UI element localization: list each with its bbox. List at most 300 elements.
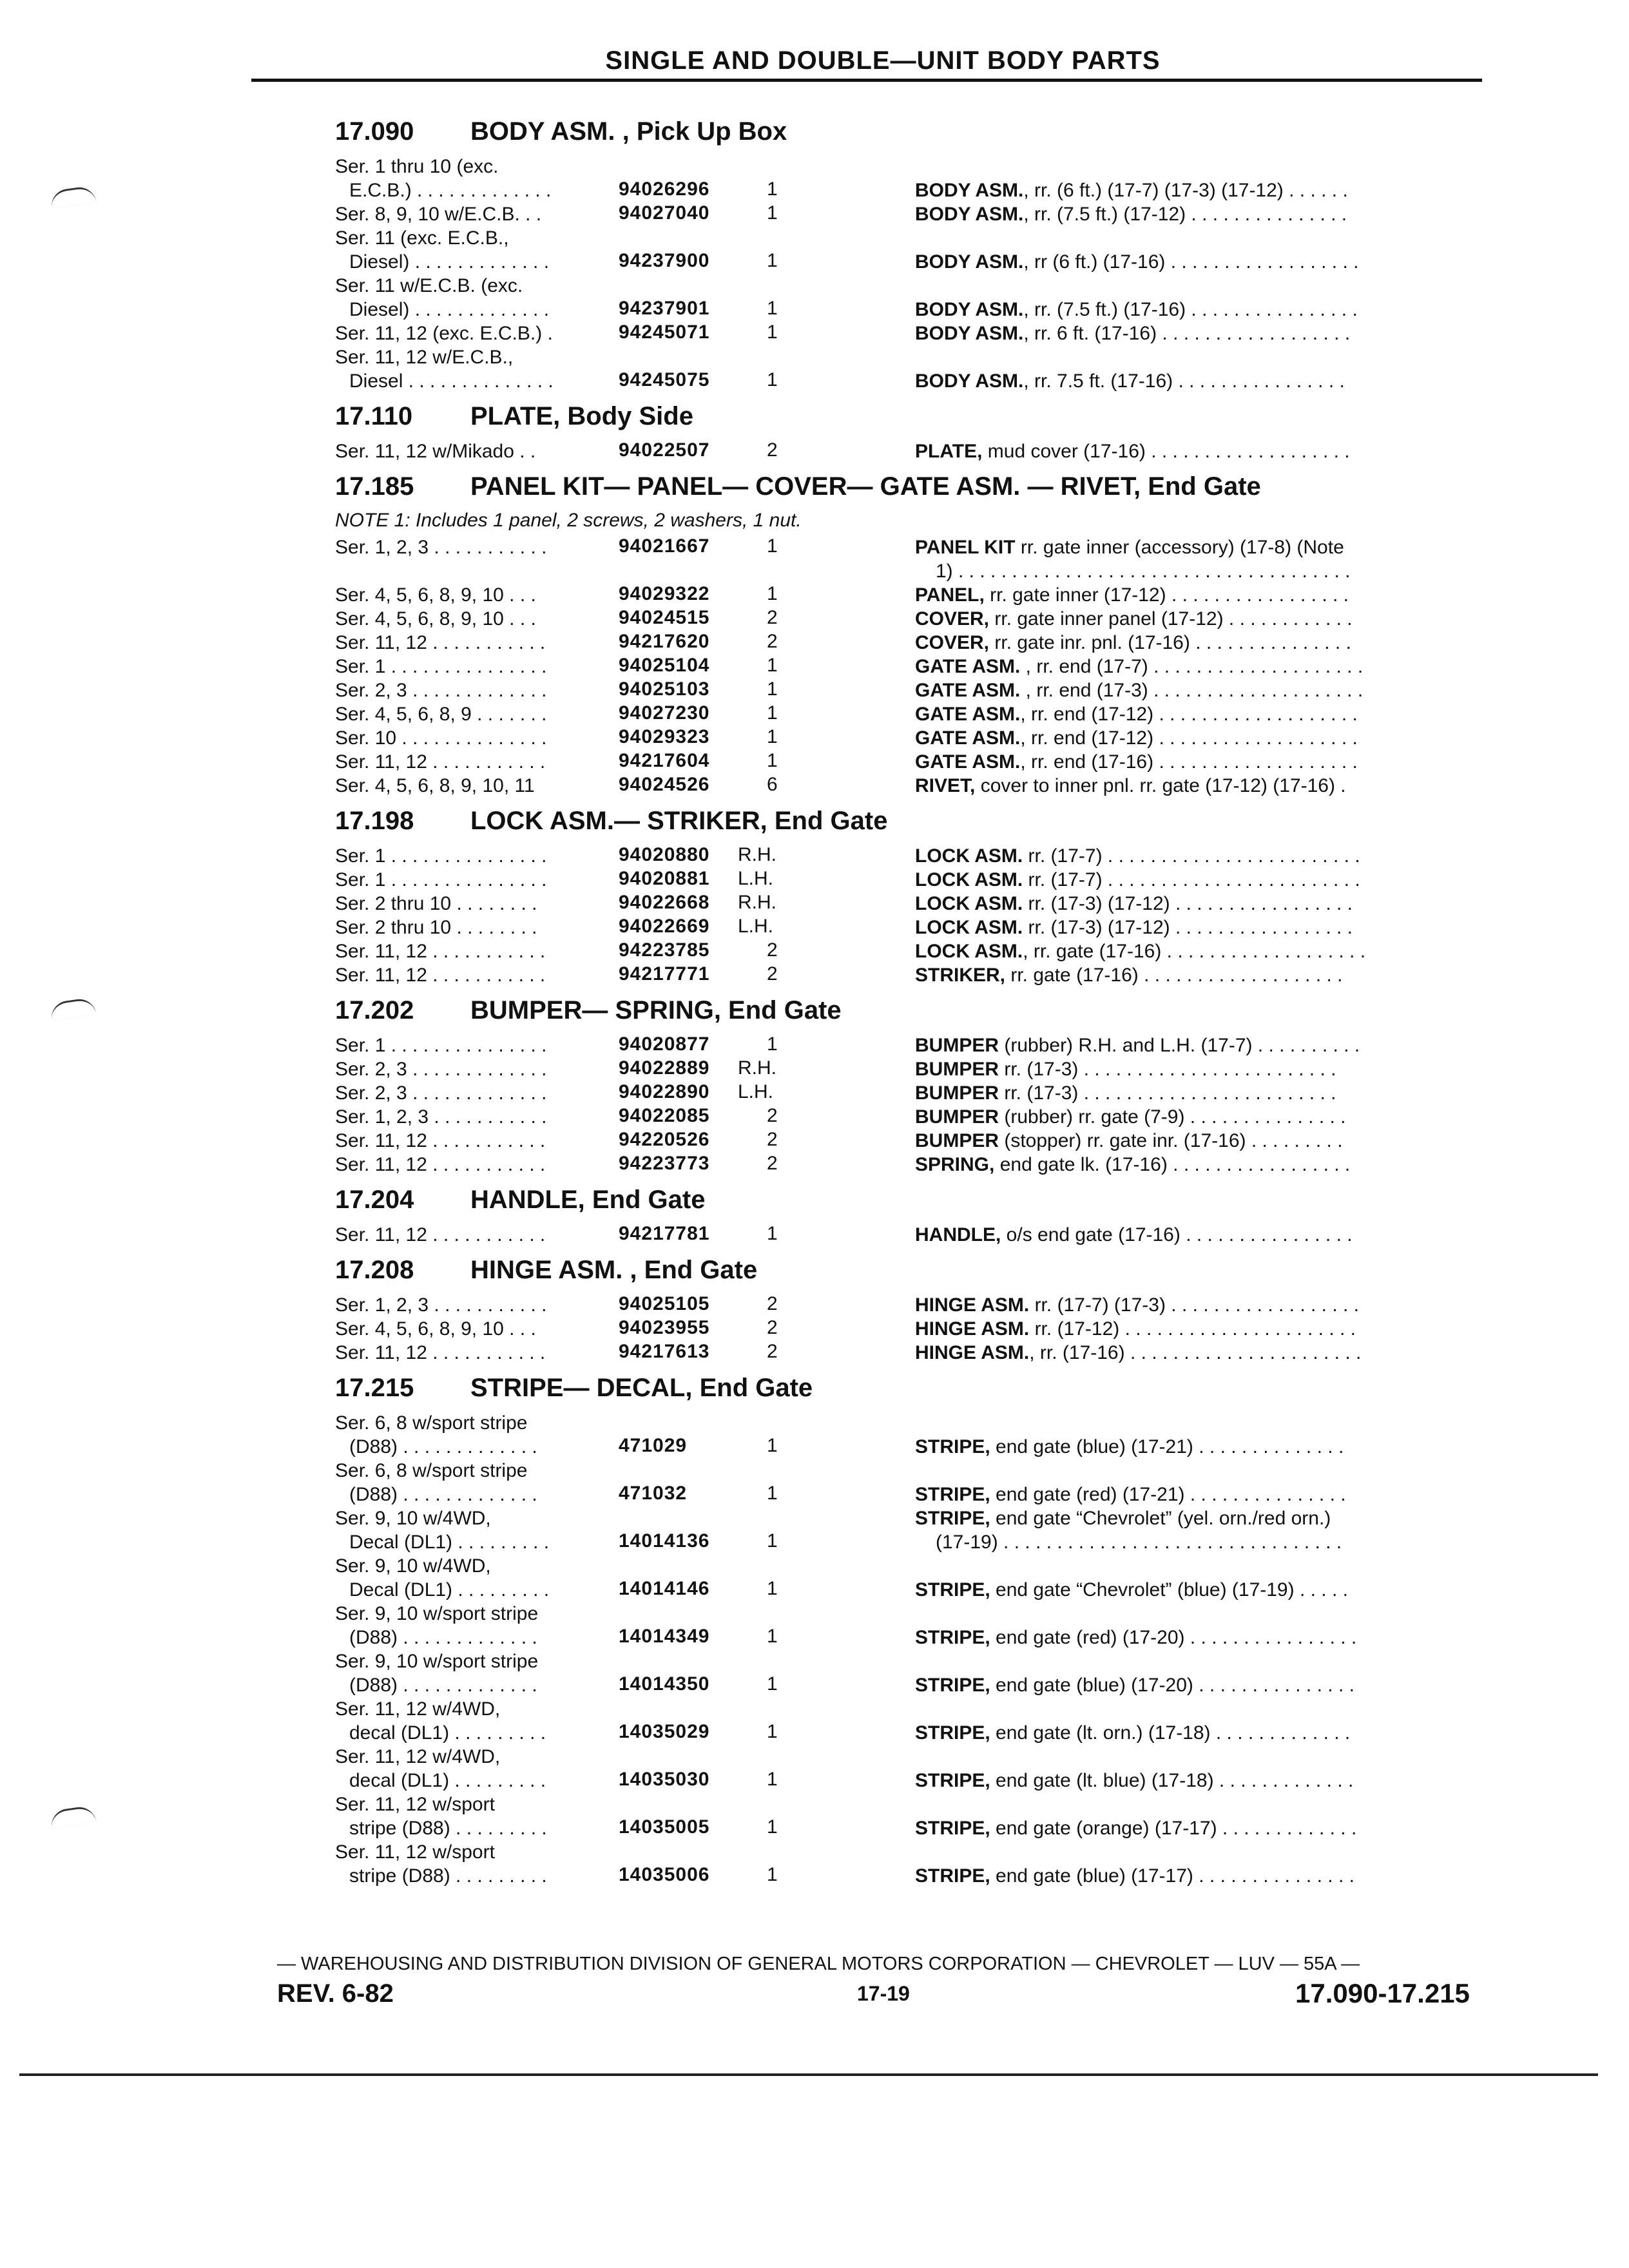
part-row [335,750,1489,774]
part-row [335,1506,1489,1554]
part-description [915,202,1347,226]
description-name: STRIPE, [915,1627,990,1648]
quantity: 2 [767,1317,778,1338]
part-description [915,868,1360,892]
part-row [335,702,1489,726]
description-detail: , rr. (7.5 ft.) (17-12) . . . . . . . . . . . . . . . [1023,204,1347,225]
description-detail: rr. (17-3) (17-12) . . . . . . . . . . . . . . . . . [1023,893,1353,914]
description-name: STRIPE, [915,1436,990,1457]
description-name: BUMPER [915,1082,999,1104]
serial-line: (D88) . . . . . . . . . . . . . [349,1436,537,1457]
part-number: 94245071 [619,322,710,343]
serial-line: Ser. 11, 12 w/sport [335,1794,495,1815]
quantity: 1 [767,702,778,724]
quantity: 1 [767,1435,778,1456]
description-name: GATE ASM. [915,680,1021,701]
part-row [335,202,1489,226]
part-number: 14035030 [619,1769,710,1790]
part-description [915,678,1363,702]
part-number: 94022507 [619,439,710,461]
part-description [915,298,1358,322]
part-row [335,535,1489,583]
serial-line: Ser. 11, 12 w/E.C.B., [335,347,514,368]
serial-application [335,439,535,463]
serial-application [335,655,546,678]
serial-application [335,939,545,963]
part-row [335,1105,1489,1129]
part-description [915,322,1350,345]
part-row [335,583,1489,607]
description-name: GATE ASM. [915,751,1021,773]
serial-application [335,607,536,631]
serial-line: Ser. 4, 5, 6, 8, 9 . . . . . . . [335,704,547,725]
serial-line: Ser. 11, 12 . . . . . . . . . . . [335,751,546,773]
section-name: BUMPER— SPRING, End Gate [470,996,842,1024]
serial-application [335,1554,549,1602]
part-number: 94020881 [619,868,710,889]
part-number: 14014146 [619,1578,710,1599]
part-row [335,1411,1489,1459]
section-heading [335,1256,757,1285]
serial-application [335,892,537,916]
serial-application [335,274,549,322]
serial-line: Ser. 4, 5, 6, 8, 9, 10 . . . [335,608,536,629]
quantity: L.H. [738,916,774,937]
quantity: 2 [767,607,778,628]
serial-line: Ser. 1 . . . . . . . . . . . . . . . [335,1035,547,1056]
part-number: 94021667 [619,535,710,557]
serial-line: Ser. 2, 3 . . . . . . . . . . . . . [335,1082,547,1104]
serial-line: Ser. 2 thru 10 . . . . . . . . [335,917,537,938]
serial-application [335,535,546,559]
footer-page-number: 17-19 [857,1982,910,2005]
serial-application [335,1223,545,1247]
part-description [915,892,1353,916]
part-row [335,322,1489,345]
serial-application [335,726,546,750]
part-row [335,1223,1489,1247]
description-name: PANEL KIT [915,537,1016,558]
section-name: STRIPE— DECAL, End Gate [470,1374,813,1402]
part-description [915,1057,1336,1081]
serial-application [335,750,545,774]
description-detail: end gate lk. (17-16) . . . . . . . . . . . . . . . . . [994,1154,1351,1175]
part-description [915,916,1353,939]
description-detail: end gate (blue) (17-20) . . . . . . . . . . . . . . . [990,1675,1354,1696]
description-name: STRIPE, [915,1770,990,1791]
serial-application [335,1697,546,1745]
part-row [335,1317,1489,1341]
part-description [915,844,1360,868]
description-name: LOCK ASM. [915,941,1023,962]
description-detail: end gate (lt. blue) (17-18) . . . . . . . . . . . . . [990,1770,1354,1791]
description-name: BODY ASM. [915,370,1024,392]
part-description [915,963,1343,987]
description-continued: 1) . . . . . . . . . . . . . . . . . . . . . . . . . . . . . . . . . . . . . [936,561,1351,582]
part-number: 94020877 [619,1033,710,1055]
serial-line: (D88) . . . . . . . . . . . . . [349,1675,537,1696]
quantity: 2 [767,1293,778,1314]
description-name: BUMPER [915,1130,999,1151]
part-description [915,1506,1342,1554]
description-detail: end gate (blue) (17-17) . . . . . . . . . . . . . . . [990,1865,1354,1887]
section-number: 17.215 [335,1374,414,1402]
section-heading [335,402,693,431]
description-detail: end gate “Chevrolet” (yel. orn./red orn.) [990,1508,1331,1529]
serial-line: Ser. 2, 3 . . . . . . . . . . . . . [335,1059,547,1080]
serial-application [335,844,546,868]
part-description [915,1435,1344,1459]
serial-line: Ser. 11, 12 . . . . . . . . . . . [335,1154,546,1175]
serial-line: Ser. 9, 10 w/sport stripe [335,1651,539,1672]
quantity: 2 [767,439,778,461]
quantity: L.H. [738,868,774,889]
serial-application [335,322,553,345]
part-row [335,631,1489,655]
part-description [915,607,1353,631]
description-continued: (17-19) . . . . . . . . . . . . . . . . . . . . . . . . . . . . . . . . [936,1532,1342,1553]
part-description [915,1223,1353,1247]
part-number: 14035029 [619,1721,710,1742]
part-row [335,1459,1489,1506]
part-row [335,1033,1489,1057]
description-detail: rr. (17-3) . . . . . . . . . . . . . . . . . . . . . . . . [999,1082,1336,1104]
bottom-rule [19,2073,1598,2076]
section-heading [335,1374,813,1403]
description-name: BUMPER [915,1035,999,1056]
serial-application [335,916,537,939]
description-detail: , rr (6 ft.) (17-16) . . . . . . . . . . . . . . . . . . [1023,251,1359,273]
serial-line: Ser. 11, 12 . . . . . . . . . . . [335,632,546,653]
quantity: 2 [767,939,778,961]
serial-application [335,1459,537,1506]
section-heading [335,117,787,146]
part-description [915,1721,1350,1745]
serial-line: Ser. 1, 2, 3 . . . . . . . . . . . [335,1106,547,1128]
part-description [915,250,1358,274]
serial-line: Diesel . . . . . . . . . . . . . . [349,370,554,392]
description-name: LOCK ASM. [915,917,1023,938]
part-row [335,1745,1489,1792]
serial-application [335,1792,547,1840]
title-rule [251,79,1482,82]
description-name: STRIPE, [915,1675,990,1696]
description-name: HANDLE, [915,1224,1001,1245]
part-description [915,1864,1354,1888]
serial-application [335,1506,549,1554]
serial-line: Decal (DL1) . . . . . . . . . [349,1579,550,1600]
part-row [335,868,1489,892]
part-number: 94217620 [619,631,710,652]
description-detail: (rubber) R.H. and L.H. (17-7) . . . . . . . . . . [999,1035,1360,1056]
serial-application [335,345,554,393]
description-detail: end gate (lt. orn.) (17-18) . . . . . . . . . . . . . [990,1722,1351,1744]
part-number: 94022889 [619,1057,710,1079]
part-description [915,1293,1359,1317]
serial-line: Ser. 1, 2, 3 . . . . . . . . . . . [335,1294,547,1316]
quantity: 1 [767,1223,778,1244]
description-detail: , rr. end (17-7) . . . . . . . . . . . . . . . . . . . . [1020,656,1364,677]
description-name: BODY ASM. [915,204,1024,225]
serial-line: Ser. 8, 9, 10 w/E.C.B. . . [335,204,542,225]
description-name: GATE ASM. [915,727,1021,749]
part-number: 94022085 [619,1105,710,1126]
description-name: SPRING, [915,1154,995,1175]
quantity: 1 [767,178,778,200]
part-number: 94223785 [619,939,710,961]
section-number: 17.110 [335,402,413,430]
quantity: 1 [767,1769,778,1790]
quantity: 1 [767,726,778,747]
description-detail: mud cover (17-16) . . . . . . . . . . . . . . . . . . . [982,441,1350,462]
quantity: 1 [767,678,778,700]
description-name: COVER, [915,632,990,653]
serial-line: decal (DL1) . . . . . . . . . [349,1722,546,1744]
quantity: 1 [767,1483,778,1504]
quantity: 2 [767,1129,778,1150]
part-number: 94029323 [619,726,710,747]
part-number: 94025104 [619,655,710,676]
quantity: 2 [767,631,778,652]
part-number: 94217781 [619,1223,710,1244]
part-description [915,1578,1348,1602]
serial-application [335,1411,537,1459]
part-description [915,631,1351,655]
quantity: 1 [767,322,778,343]
serial-line: Ser. 11, 12 . . . . . . . . . . . [335,941,546,962]
part-number: 94245075 [619,369,710,390]
part-row [335,1602,1489,1649]
part-number: 94020880 [619,844,710,865]
serial-line: Ser. 11 w/E.C.B. (exc. [335,275,523,296]
serial-line: decal (DL1) . . . . . . . . . [349,1770,546,1791]
part-number: 94220526 [619,1129,710,1150]
serial-line: Ser. 9, 10 w/sport stripe [335,1603,539,1624]
serial-line: Ser. 9, 10 w/4WD, [335,1508,491,1529]
description-name: GATE ASM. [915,656,1021,677]
description-name: HINGE ASM. [915,1294,1030,1316]
description-detail: , rr. end (17-3) . . . . . . . . . . . . . . . . . . . . [1020,680,1364,701]
description-name: STRIPE, [915,1579,990,1600]
part-description [915,178,1348,202]
description-name: HINGE ASM. [915,1342,1030,1363]
section-name: HINGE ASM. , End Gate [470,1256,758,1284]
serial-line: Ser. 11, 12 w/sport [335,1841,495,1863]
description-name: RIVET, [915,775,976,796]
serial-line: Ser. 9, 10 w/4WD, [335,1555,491,1577]
description-detail: rr. gate inner panel (17-12) . . . . . . . . . . . . [989,608,1353,629]
quantity: 1 [767,535,778,557]
part-description [915,1673,1354,1697]
description-detail: , rr. 6 ft. (17-16) . . . . . . . . . . . . . . . . . . [1023,323,1351,344]
part-number: 94027230 [619,702,710,724]
quantity: 2 [767,1153,778,1174]
quantity: 2 [767,1341,778,1362]
description-name: LOCK ASM. [915,845,1023,867]
part-row [335,892,1489,916]
part-number: 94022668 [619,892,710,913]
description-detail: end gate (orange) (17-17) . . . . . . . . . . . . . [990,1818,1357,1839]
part-number: 94024515 [619,607,710,628]
part-number: 94027040 [619,202,710,224]
serial-line: Ser. 4, 5, 6, 8, 9, 10 . . . [335,584,536,606]
quantity: 1 [767,1864,778,1885]
part-row [335,274,1489,322]
section-name: LOCK ASM.— STRIKER, End Gate [470,807,888,835]
part-row [335,1341,1489,1365]
description-name: BODY ASM. [915,323,1024,344]
quantity: 1 [767,369,778,390]
serial-application [335,631,545,655]
serial-application [335,1129,545,1153]
description-name: STRIPE, [915,1865,990,1887]
description-detail: rr. gate inner (accessory) (17-8) (Note [1015,537,1344,558]
description-detail: o/s end gate (17-16) . . . . . . . . . . . . . . . . [1001,1224,1353,1245]
serial-line: Ser. 11, 12 w/4WD, [335,1698,501,1720]
part-description [915,655,1363,678]
quantity: 1 [767,298,778,319]
part-row [335,1792,1489,1840]
footer-revision: REV. 6-82 [277,1979,394,2008]
serial-line: Ser. 11, 12 w/Mikado . . [335,441,536,462]
serial-line: stripe (D88) . . . . . . . . . [349,1865,547,1887]
description-name: STRIKER, [915,965,1006,986]
quantity: 1 [767,583,778,604]
quantity: 1 [767,1033,778,1055]
description-name: PLATE, [915,441,983,462]
description-detail: , rr. end (17-16) . . . . . . . . . . . . . . . . . . . [1020,751,1358,773]
part-row [335,1293,1489,1317]
serial-line: E.C.B.) . . . . . . . . . . . . . [349,180,552,201]
section-name: BODY ASM. , Pick Up Box [470,117,787,146]
part-number: 94022669 [619,916,710,937]
part-description [915,439,1350,463]
description-detail: , rr. gate (17-16) . . . . . . . . . . . . . . . . . . . [1023,941,1366,962]
description-name: BUMPER [915,1059,999,1080]
serial-application [335,1033,546,1057]
description-name: GATE ASM. [915,704,1021,725]
description-detail: cover to inner pnl. rr. gate (17-12) (17-16) . [975,775,1346,796]
section-number: 17.202 [335,996,414,1024]
description-name: STRIPE, [915,1818,990,1839]
serial-application [335,1105,546,1129]
part-row [335,678,1489,702]
description-name: HINGE ASM. [915,1318,1030,1340]
part-number: 94023955 [619,1317,710,1338]
serial-line: Ser. 6, 8 w/sport stripe [335,1460,528,1481]
description-detail: , rr. end (17-12) . . . . . . . . . . . . . . . . . . . [1020,727,1358,749]
description-name: BODY ASM. [915,251,1024,273]
description-name: STRIPE, [915,1484,990,1505]
serial-application [335,1153,545,1177]
part-description [915,750,1358,774]
quantity: L.H. [738,1081,774,1102]
serial-application [335,1293,546,1317]
section-heading [335,472,1261,501]
section-heading [335,996,842,1025]
part-number: 94025105 [619,1293,710,1314]
section-note: NOTE 1: Includes 1 panel, 2 screws, 2 washers, 1 nut. [335,510,802,531]
serial-application [335,678,546,702]
description-name: COVER, [915,608,990,629]
quantity: 2 [767,963,778,985]
serial-application [335,868,546,892]
part-row [335,774,1489,798]
serial-application [335,1341,545,1365]
serial-line: Diesel) . . . . . . . . . . . . . [349,251,550,273]
part-number: 94237901 [619,298,710,319]
serial-line: Ser. 11, 12 w/4WD, [335,1746,501,1767]
section-heading [335,807,887,836]
serial-line: (D88) . . . . . . . . . . . . . [349,1484,537,1505]
part-row [335,1840,1489,1888]
description-detail: rr. (17-7) . . . . . . . . . . . . . . . . . . . . . . . . [1023,869,1360,890]
serial-line: Ser. 6, 8 w/sport stripe [335,1412,528,1434]
description-name: LOCK ASM. [915,893,1023,914]
part-number: 14014349 [619,1626,710,1647]
part-number: 14014136 [619,1530,710,1552]
part-row [335,155,1489,202]
description-name: BUMPER [915,1106,999,1128]
quantity: 1 [767,750,778,771]
part-number: 94025103 [619,678,710,700]
description-detail: rr. gate inr. pnl. (17-16) . . . . . . . . . . . . . . . [989,632,1351,653]
part-row [335,1153,1489,1177]
section-name: PLATE, Body Side [470,402,693,430]
section-number: 17.204 [335,1186,414,1214]
part-row [335,844,1489,868]
part-number: 14035006 [619,1864,710,1885]
serial-line: Ser. 11, 12 . . . . . . . . . . . [335,1342,546,1363]
serial-line: Ser. 4, 5, 6, 8, 9, 10, 11 [335,775,535,796]
serial-application [335,155,551,202]
quantity: 1 [767,1626,778,1647]
serial-line: Ser. 1 thru 10 (exc. [335,156,499,177]
section-heading [335,1186,705,1215]
part-number: 471029 [619,1435,688,1456]
quantity: 1 [767,1721,778,1742]
section-name: HANDLE, End Gate [470,1186,706,1214]
serial-line: Ser. 11, 12 (exc. E.C.B.) . [335,323,553,344]
part-number: 94022890 [619,1081,710,1102]
section-name: PANEL KIT— PANEL— COVER— GATE ASM. — RIVET, End Gate [470,472,1261,501]
part-row [335,1057,1489,1081]
description-name: STRIPE, [915,1508,990,1529]
quantity: 1 [767,1816,778,1838]
serial-line: Ser. 1, 2, 3 . . . . . . . . . . . [335,537,547,558]
part-row [335,1081,1489,1105]
serial-application [335,963,545,987]
description-detail: , rr. (6 ft.) (17-7) (17-3) (17-12) . . . . . . [1023,180,1348,201]
description-detail: , rr. 7.5 ft. (17-16) . . . . . . . . . . . . . . . . [1023,370,1345,392]
serial-application [335,226,549,274]
part-description [915,1153,1350,1177]
section-number: 17.090 [335,117,414,146]
part-row [335,939,1489,963]
section-number: 17.198 [335,807,414,835]
part-row [335,226,1489,274]
part-row [335,1697,1489,1745]
part-number: 94217604 [619,750,710,771]
serial-application [335,774,535,798]
quantity: R.H. [738,1057,776,1079]
part-row [335,1649,1489,1697]
section-number: 17.185 [335,472,414,501]
part-number: 14035005 [619,1816,710,1838]
serial-line: Ser. 2, 3 . . . . . . . . . . . . . [335,680,547,701]
footer-division-line: — WAREHOUSING AND DISTRIBUTION DIVISION OF GENERAL MOTORS CORPORATION — CHEVROLET — LUV — 55A — [277,1954,1360,1974]
description-detail: , rr. (17-16) . . . . . . . . . . . . . . . . . . . . . . [1029,1342,1362,1363]
